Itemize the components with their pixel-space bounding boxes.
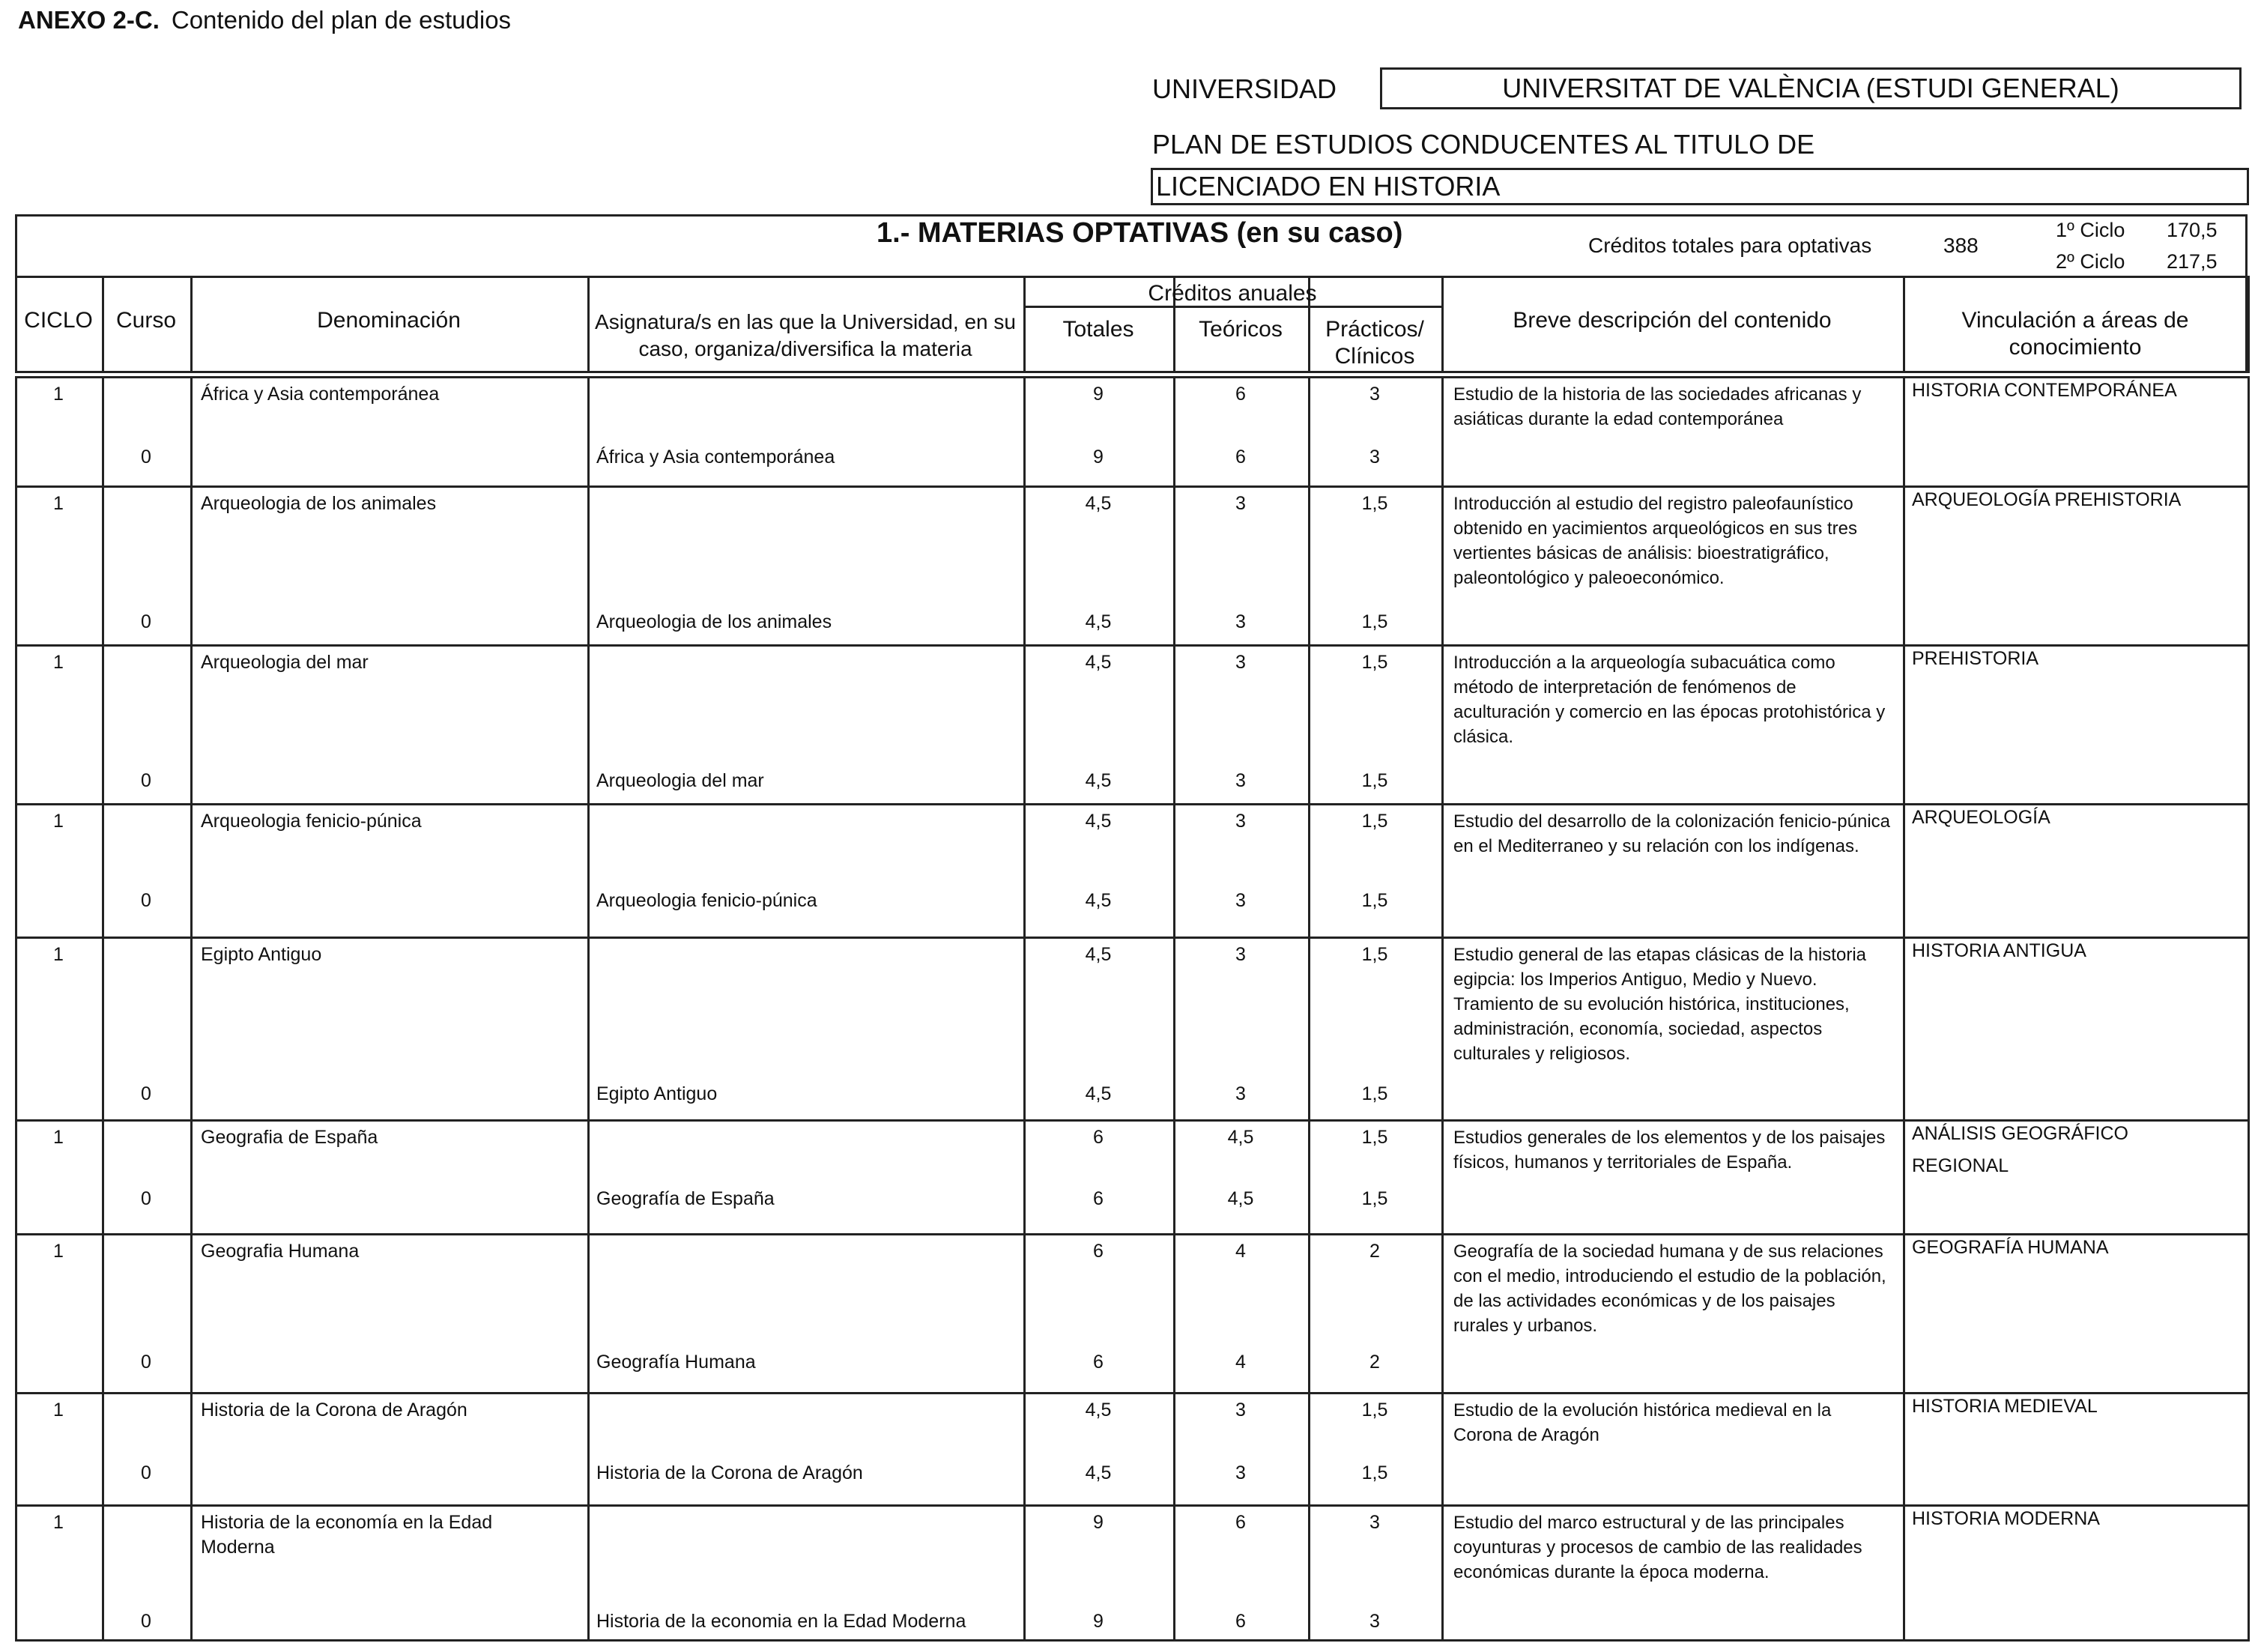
col-header-creditos-anuales: Créditos anuales [1148,281,1317,306]
vinculacion-cell: HISTORIA MEDIEVAL [1912,1396,2098,1417]
col-header-practicos: Prácticos/ Clínicos [1325,317,1424,369]
denominacion-cell: Geografia Humana [201,1241,360,1262]
descripcion-cell: Geografía de la sociedad humana y de sus relaciones con el medio, introduciendo el estudio de la población, de las actividades económicas y de los paisajes rurales y urbanos. [1453,1241,1886,1336]
descripcion-cell: Introducción al estudio del registro paleofaunístico obtenido en yacimientos arqueológicos en sus tres vertientes básicas de análisis: bioestratigráfico, paleontológico y paleoeconómico. [1453,494,1857,588]
descripcion-cell: Estudio del marco estructural y de las principales coyunturas y procesos de cambio de las realidades económicas durante la época moderna. [1453,1513,1862,1582]
practicos-cell: 1,5 [1361,811,1388,832]
sub-practicos-cell: 1,5 [1361,1188,1388,1209]
col-header-ciclo: CICLO [24,308,93,333]
denominacion-cell: Geografia de España [201,1127,378,1148]
descripcion-cell: Estudios generales de los elementos y de los paisajes físicos, humanos y territoriales de España. [1453,1128,1886,1173]
sub-totales-cell: 4,5 [1085,1083,1112,1104]
table-rule-vertical [190,376,193,1639]
sub-teoricos-cell: 3 [1235,611,1246,632]
sub-practicos-cell: 3 [1369,447,1380,468]
section-title: 1.- MATERIAS OPTATIVAS (en su caso) [877,217,1403,249]
ciclo2-label: 2º Ciclo [2056,250,2125,273]
vinculacion-cell: HISTORIA MODERNA [1912,1508,2100,1529]
practicos-cell: 3 [1369,1512,1380,1533]
sub-totales-cell: 4,5 [1085,890,1112,911]
sub-teoricos-cell: 3 [1235,1462,1246,1483]
asignatura-cell: África y Asia contemporánea [596,447,835,468]
curso-cell: 0 [141,1462,151,1483]
table-rule-horizontal [15,276,2248,278]
descripcion-cell: Estudio general de las etapas clásicas de la historia egipcia: los Imperios Antiguo, Medio y Nuevo. Tramiento de su evolución histórica, instituciones, administración, economía, sociedad, aspectos culturales y religiosos. [1453,945,1866,1064]
creditos-optativas-value: 388 [1943,234,1979,257]
practicos-cell: 3 [1369,384,1380,405]
sub-teoricos-cell: 4 [1235,1352,1246,1373]
practicos-cell: 1,5 [1361,944,1388,965]
sub-practicos-cell: 2 [1369,1352,1380,1373]
table-rule-vertical [2248,276,2250,373]
ciclo-cell: 1 [53,652,64,673]
ciclo2-value: 217,5 [2167,250,2218,273]
col-header-denominacion: Denominación [317,308,461,333]
sub-teoricos-cell: 3 [1235,1083,1246,1104]
totales-cell: 4,5 [1085,493,1112,514]
sub-practicos-cell: 1,5 [1361,770,1388,791]
annex-heading [18,6,511,34]
curso-cell: 0 [141,1083,151,1104]
ciclo1-value: 170,5 [2167,219,2218,241]
ciclo1-label: 1º Ciclo [2056,219,2125,241]
curso-cell: 0 [141,1611,151,1632]
ciclo-cell: 1 [53,1127,64,1148]
practicos-cell: 1,5 [1361,652,1388,673]
denominacion-cell: Historia de la economía en la Edad Moderna [201,1512,493,1558]
sub-teoricos-cell: 6 [1235,1611,1246,1632]
annex-number: ANEXO 2-C. [18,6,160,34]
sub-totales-cell: 9 [1093,447,1104,468]
totales-cell: 6 [1093,1127,1104,1148]
denominacion-cell: Arqueologia del mar [201,652,369,673]
table-rule-vertical [102,376,104,1639]
table-rule-vertical [1308,376,1310,1639]
asignatura-cell: Arqueologia de los animales [596,611,832,632]
table-rule-vertical [1023,376,1026,1639]
totales-cell: 4,5 [1085,1400,1112,1420]
vinculacion-cell: ANÁLISIS GEOGRÁFICO REGIONAL [1912,1123,2128,1176]
sub-totales-cell: 9 [1093,1611,1104,1632]
descripcion-cell: Estudio de la historia de las sociedades africanas y asiáticas durante la edad contemporánea [1453,384,1862,429]
sub-totales-cell: 4,5 [1085,770,1112,791]
ciclo-cell: 1 [53,944,64,965]
col-header-teoricos: Teóricos [1199,317,1283,342]
annex-title: Contenido del plan de estudios [171,6,512,34]
ciclo-cell: 1 [53,811,64,832]
totales-cell: 4,5 [1085,811,1112,832]
denominacion-cell: Arqueologia de los animales [201,493,437,514]
asignatura-cell: Historia de la Corona de Aragón [596,1462,863,1483]
teoricos-cell: 4 [1235,1241,1246,1262]
sub-teoricos-cell: 4,5 [1227,1188,1254,1209]
totales-cell: 9 [1093,1512,1104,1533]
descripcion-cell: Estudio del desarrollo de la colonización fenicio-púnica en el Mediterraneo y su relación con los indígenas. [1453,811,1891,856]
descripcion-cell: Introducción a la arqueología subacuática como método de interpretación de fenómenos de aculturación y comercio en las épocas protohistórica y clásica. [1453,653,1886,747]
creditos-optativas-label: Créditos totales para optativas [1588,234,1872,257]
curso-cell: 0 [141,770,151,791]
curso-cell: 0 [141,447,151,468]
sub-totales-cell: 6 [1093,1352,1104,1373]
teoricos-cell: 6 [1235,384,1246,405]
vinculacion-cell: HISTORIA ANTIGUA [1912,940,2086,961]
universidad-label: UNIVERSIDAD [1152,73,1337,104]
teoricos-cell: 6 [1235,1512,1246,1533]
teoricos-cell: 3 [1235,652,1246,673]
practicos-cell: 1,5 [1361,1127,1388,1148]
curso-cell: 0 [141,611,151,632]
table-rule-vertical [15,376,17,1639]
vinculacion-cell: HISTORIA CONTEMPORÁNEA [1912,380,2177,401]
totales-cell: 6 [1093,1241,1104,1262]
asignatura-cell: Egipto Antiguo [596,1083,718,1104]
col-header-vinculacion: Vinculación a áreas de conocimiento [1961,308,2189,360]
sub-practicos-cell: 1,5 [1361,611,1388,632]
universidad-value: UNIVERSITAT DE VALÈNCIA (ESTUDI GENERAL) [1380,67,2242,109]
totales-cell: 4,5 [1085,944,1112,965]
descripcion-cell: Estudio de la evolución histórica medieval en la Corona de Aragón [1453,1400,1832,1445]
teoricos-cell: 3 [1235,811,1246,832]
teoricos-cell: 3 [1235,1400,1246,1420]
table-rule-horizontal [15,1639,2250,1642]
denominacion-cell: Historia de la Corona de Aragón [201,1400,467,1420]
table-rule-vertical [2248,376,2250,1639]
totales-cell: 4,5 [1085,652,1112,673]
col-header-totales: Totales [1062,317,1134,342]
table-rule-vertical [1903,376,1905,1639]
sub-totales-cell: 6 [1093,1188,1104,1209]
practicos-cell: 2 [1369,1241,1380,1262]
sub-practicos-cell: 3 [1369,1611,1380,1632]
vinculacion-cell: GEOGRAFÍA HUMANA [1912,1237,2109,1258]
ciclo-cell: 1 [53,493,64,514]
practicos-cell: 1,5 [1361,493,1388,514]
teoricos-cell: 4,5 [1227,1127,1254,1148]
denominacion-cell: África y Asia contemporánea [201,384,440,405]
sub-practicos-cell: 1,5 [1361,890,1388,911]
vinculacion-cell: ARQUEOLOGÍA [1912,807,2050,828]
sub-teoricos-cell: 3 [1235,770,1246,791]
vinculacion-cell: ARQUEOLOGÍA PREHISTORIA [1912,489,2182,510]
teoricos-cell: 3 [1235,944,1246,965]
curso-cell: 0 [141,1352,151,1373]
table-rule-vertical [1173,376,1175,1639]
sub-teoricos-cell: 6 [1235,447,1246,468]
sub-practicos-cell: 1,5 [1361,1462,1388,1483]
asignatura-cell: Geografía de España [596,1188,775,1209]
plan-label: PLAN DE ESTUDIOS CONDUCENTES AL TITULO DE [1152,129,1815,160]
curso-cell: 0 [141,1188,151,1209]
asignatura-cell: Arqueologia fenicio-púnica [596,890,817,911]
asignatura-cell: Arqueologia del mar [596,770,764,791]
curso-cell: 0 [141,890,151,911]
asignatura-cell: Geografía Humana [596,1352,756,1373]
sub-totales-cell: 4,5 [1085,611,1112,632]
table-rule-vertical [587,376,590,1639]
col-header-asignatura: Asignatura/s en las que la Universidad, en su caso, organiza/diversifica la materia [595,310,1016,360]
sub-totales-cell: 4,5 [1085,1462,1112,1483]
practicos-cell: 1,5 [1361,1400,1388,1420]
ciclo-cell: 1 [53,1512,64,1533]
table-rule-vertical [1441,376,1444,1639]
totales-cell: 9 [1093,384,1104,405]
denominacion-cell: Arqueologia fenicio-púnica [201,811,422,832]
titulo-value: LICENCIADO EN HISTORIA [1151,168,2249,205]
ciclo-cell: 1 [53,384,64,405]
col-header-curso: Curso [115,308,177,333]
ciclo-cell: 1 [53,1400,64,1420]
sub-practicos-cell: 1,5 [1361,1083,1388,1104]
vinculacion-cell: PREHISTORIA [1912,648,2039,669]
teoricos-cell: 3 [1235,493,1246,514]
col-header-descripcion: Breve descripción del contenido [1513,308,1832,333]
ciclo-cell: 1 [53,1241,64,1262]
denominacion-cell: Egipto Antiguo [201,944,322,965]
sub-teoricos-cell: 3 [1235,890,1246,911]
asignatura-cell: Historia de la economia en la Edad Moderna [596,1611,966,1632]
